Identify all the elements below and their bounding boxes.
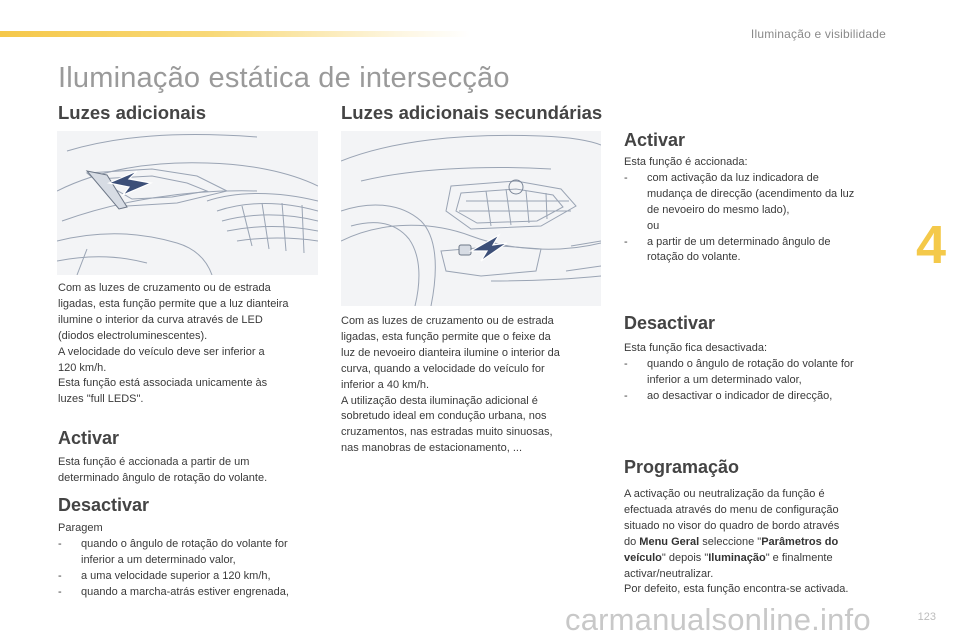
heading-luzes-adicionais-secundarias: Luzes adicionais secundárias	[341, 102, 603, 123]
heading-activar-left: Activar	[58, 428, 120, 448]
text-line: Esta função fica desactivada:	[624, 342, 768, 354]
heading-luzes-adicionais: Luzes adicionais	[58, 102, 207, 123]
heading-desactivar-left: Desactivar	[58, 495, 150, 515]
list-item: - quando o ângulo de rotação do volante for inferior a um determinado valor,	[624, 357, 854, 386]
text-line: ilumine o interior da curva através de LED	[58, 313, 263, 326]
car-front-headlight-image	[57, 131, 318, 275]
parametros-label: Parâmetros do	[761, 535, 839, 548]
list-item: - com activação da luz indicadora de mudança de direcção (acendimento da luz de nevoeiro do mesmo lado), ou	[624, 171, 855, 232]
text-line: determinado ângulo de rotação do volante.	[58, 471, 268, 484]
text-line: cruzamentos, nas estradas muito sinuosas,	[341, 426, 553, 439]
activar-right-text	[624, 155, 886, 266]
page-number: 123	[917, 611, 936, 623]
text-line: Paragem	[58, 522, 103, 534]
text-line: Esta função está associada unicamente às	[58, 377, 268, 390]
menu-geral-label: Menu Geral	[639, 535, 700, 548]
text-line: (diodos electroluminescentes).	[58, 329, 208, 342]
text-line: Esta função é accionada:	[624, 156, 748, 168]
text-line: situado no visor do quadro de bordo através	[624, 519, 840, 532]
text-line: nas manobras de estacionamento, ...	[341, 442, 522, 455]
chapter-number: 4	[915, 215, 946, 275]
luzes-secundarias-text	[341, 314, 603, 457]
desactivar-left-text	[58, 521, 320, 601]
text-line: Com as luzes de cruzamento ou de estrada	[341, 315, 554, 327]
desactivar-right-list	[624, 357, 886, 405]
text-line: Por defeito, esta função encontra-se activada.	[624, 583, 849, 596]
section-title: Iluminação e visibilidade	[750, 27, 886, 41]
list-item: - ao desactivar o indicador de direcção,	[624, 389, 833, 402]
iluminacao-label: Iluminação	[708, 551, 766, 564]
desactivar-right-text	[624, 341, 886, 405]
watermark: carmanualsonline.info	[565, 602, 871, 637]
text-line: A utilização desta iluminação adicional é	[341, 394, 538, 407]
text-line: A activação ou neutralização da função é	[624, 488, 825, 500]
text-line: A velocidade do veículo deve ser inferior a	[58, 345, 265, 358]
text-line: curva, quando a velocidade do veículo for	[341, 362, 545, 375]
veiculo-label: veículo	[624, 551, 662, 564]
page-title: Iluminação estática de intersecção	[58, 62, 510, 94]
desactivar-left-list	[58, 537, 320, 601]
text-line: ligadas, esta função permite que o feixe da	[341, 330, 551, 343]
car-front-foglight-image	[341, 131, 601, 306]
fog-light-illustration	[341, 131, 601, 306]
text-line: 120 km/h.	[58, 361, 107, 374]
text-line: Com as luzes de cruzamento ou de estrada	[58, 282, 271, 294]
heading-activar-right: Activar	[624, 130, 686, 150]
headlight-illustration	[57, 131, 318, 275]
text-line: inferior a 40 km/h.	[341, 378, 430, 391]
programacao-text	[624, 487, 886, 598]
list-item: - a uma velocidade superior a 120 km/h,	[58, 569, 271, 582]
header-accent-bar	[0, 31, 470, 37]
text-line: luz de nevoeiro dianteira ilumine o interior da	[341, 346, 560, 359]
text-line: ligadas, esta função permite que a luz dianteira	[58, 297, 289, 310]
text-line: Esta função é accionada a partir de um	[58, 456, 250, 468]
activar-left-text	[58, 455, 318, 487]
text-line: activar/neutralizar.	[624, 567, 714, 580]
list-item: - quando a marcha-atrás estiver engrenada,	[58, 585, 289, 598]
pointer-arrow-icon	[471, 235, 507, 261]
list-item: - quando o ângulo de rotação do volante for inferior a um determinado valor,	[58, 537, 288, 566]
text-line: veículo" depois "Iluminação" e finalmente	[624, 551, 833, 564]
text-line: do Menu Geral seleccione "Parâmetros do	[624, 535, 839, 548]
text-line: sobretudo ideal em condução urbana, nos	[341, 410, 547, 423]
text-line: luzes "full LEDS".	[58, 393, 144, 406]
list-item: - a partir de um determinado ângulo de rotação do volante.	[624, 235, 831, 264]
text-line: efectuada através do menu de configuração	[624, 503, 839, 516]
heading-desactivar-right: Desactivar	[624, 313, 716, 333]
activar-right-list	[624, 171, 886, 266]
luzes-adicionais-text	[58, 281, 318, 408]
heading-programacao: Programação	[624, 457, 740, 477]
